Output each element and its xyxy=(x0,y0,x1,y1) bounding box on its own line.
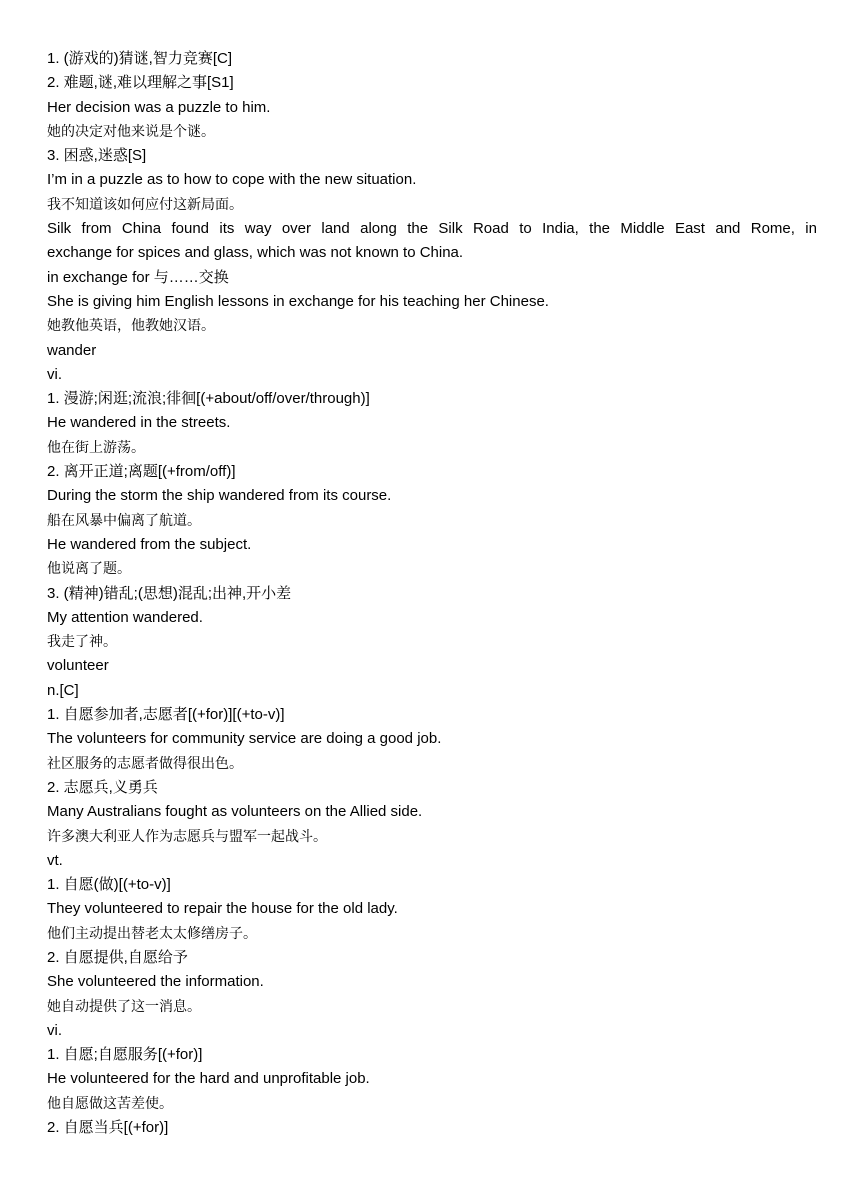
text-line: 许多澳大利亚人作为志愿兵与盟军一起战斗。 xyxy=(47,828,327,845)
text-line: 2. 志愿兵,义勇兵 xyxy=(47,778,158,796)
text-line: exchange for spices and glass, which was not known to China. xyxy=(47,244,464,262)
text-line: I’m in a puzzle as to how to cope with the new situation. xyxy=(47,171,417,189)
text-line: 她教他英语，他教她汉语。 xyxy=(47,318,215,335)
text-line: 我走了神。 xyxy=(47,634,117,651)
text-line: 他们主动提出替老太太修缮房子。 xyxy=(47,925,257,942)
text-line: 1. (游戏的)猜谜,智力竞赛[C] xyxy=(47,50,233,67)
text-line: He wandered from the subject. xyxy=(47,535,252,553)
text-line: 我不知道该如何应付这新局面。 xyxy=(47,196,243,213)
text-line: vi. xyxy=(47,365,62,383)
text-line: During the storm the ship wandered from its course. xyxy=(47,487,392,505)
text-line: 她的决定对他来说是个谜。 xyxy=(47,123,215,140)
text-line: 1. 自愿参加者,志愿者[(+for)][(+to-v)] xyxy=(47,706,285,724)
text-line: 他说离了题。 xyxy=(47,561,131,578)
text-line: Many Australians fought as volunteers on the Allied side. xyxy=(47,803,423,821)
text-line: 1. 自愿;自愿服务[(+for)] xyxy=(47,1046,203,1064)
text-line: He volunteered for the hard and unprofitable job. xyxy=(47,1070,370,1088)
text-line: 他自愿做这苦差使。 xyxy=(47,1095,173,1112)
text-line: 2. 自愿当兵[(+for)] xyxy=(47,1119,169,1137)
text-line: She is giving him English lessons in exchange for his teaching her Chinese. xyxy=(47,292,549,310)
text-line: vt. xyxy=(47,851,63,869)
text-line: n.[C] xyxy=(47,681,79,699)
text-line: Silk from China found its way over land along the Silk Road to India, the Middle East and Rome, in xyxy=(47,220,817,238)
text-line: She volunteered the information. xyxy=(47,973,264,991)
text-line: 3. 困惑,迷惑[S] xyxy=(47,147,147,165)
text-line: volunteer xyxy=(47,657,109,675)
text-line: 她自动提供了这一消息。 xyxy=(47,998,201,1015)
text-line: My attention wandered. xyxy=(47,608,203,626)
text-line: Her decision was a puzzle to him. xyxy=(47,98,271,116)
document-page xyxy=(47,47,817,1140)
text-line: 他在街上游荡。 xyxy=(47,439,145,456)
text-line: 3. (精神)错乱;(思想)混乱;出神,开小差 xyxy=(47,584,292,602)
text-line: 2. 难题,谜,难以理解之事[S1] xyxy=(47,74,234,92)
text-line: in exchange for 与……交换 xyxy=(47,268,229,286)
text-line: 2. 自愿提供,自愿给予 xyxy=(47,948,188,966)
text-line: 社区服务的志愿者做得很出色。 xyxy=(47,755,243,772)
text-line: 1. 自愿(做)[(+to-v)] xyxy=(47,876,171,894)
text-line: vi. xyxy=(47,1021,62,1039)
text-line: He wandered in the streets. xyxy=(47,414,231,432)
text-line: The volunteers for community service are doing a good job. xyxy=(47,730,442,748)
text-line: 船在风暴中偏离了航道。 xyxy=(47,512,201,529)
text-line: wander xyxy=(47,341,97,359)
text-line: 1. 漫游;闲逛;流浪;徘徊[(+about/off/over/through)] xyxy=(47,390,370,408)
text-line: They volunteered to repair the house for the old lady. xyxy=(47,900,398,918)
text-line: 2. 离开正道;离题[(+from/off)] xyxy=(47,463,236,481)
